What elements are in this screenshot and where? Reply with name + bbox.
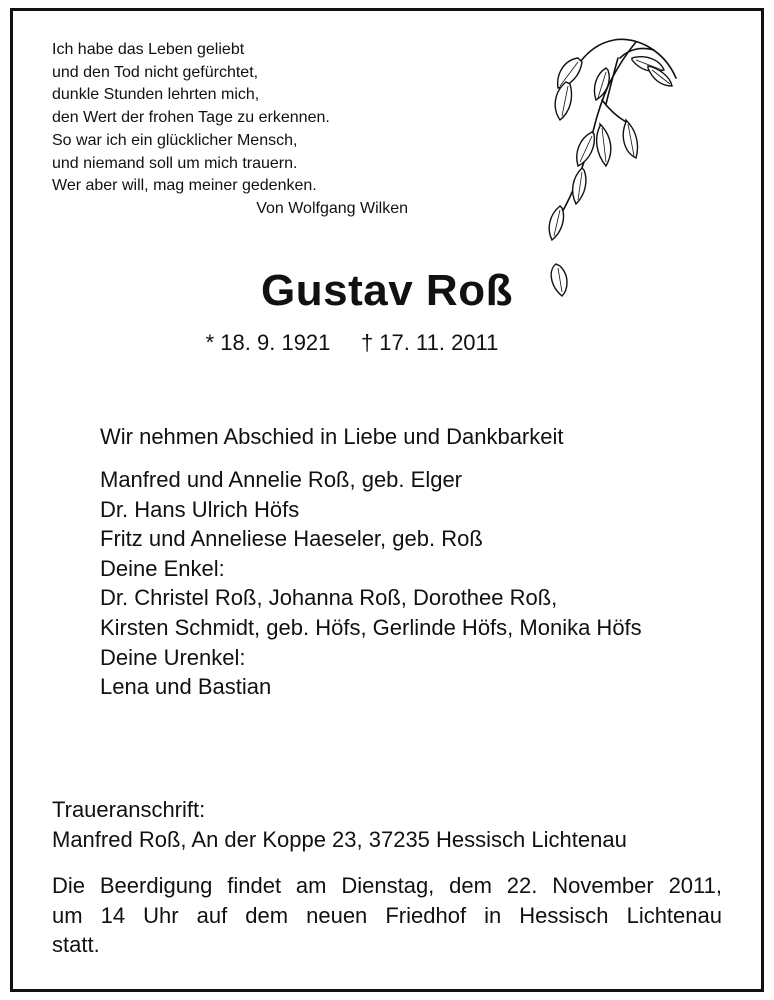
- farewell-text: Wir nehmen Abschied in Liebe und Dankbarkeit: [100, 424, 564, 449]
- deceased-name: Gustav Roß: [261, 266, 513, 315]
- mourner-line: Deine Urenkel:: [100, 644, 246, 670]
- life-dates: * 18. 9. 1921 † 17. 11. 2011: [205, 330, 499, 355]
- funeral-line: statt.: [52, 932, 100, 957]
- poem-line: Wer aber will, mag meiner gedenken.: [52, 177, 317, 195]
- mourner-line: Deine Enkel:: [100, 555, 225, 581]
- funeral-notice: [52, 871, 722, 960]
- mourner-line: Fritz und Anneliese Haeseler, geb. Roß: [100, 526, 483, 552]
- mourner-line: Lena und Bastian: [100, 674, 272, 700]
- mourner-line: Dr. Christel Roß, Johanna Roß, Dorothee Roß,: [100, 585, 558, 611]
- poem-line: Ich habe das Leben geliebt: [52, 41, 245, 58]
- funeral-line: um 14 Uhr auf dem neuen Friedhof in Hessisch Lichtenau: [52, 902, 722, 928]
- address-label: Traueranschrift:: [52, 797, 206, 822]
- mourners-list: [100, 465, 642, 702]
- address-value: Manfred Roß, An der Koppe 23, 37235 Hessisch Lichtenau: [52, 826, 627, 852]
- poem-line: den Wert der frohen Tage zu erkennen.: [52, 109, 330, 127]
- poem-line: und niemand soll um mich trauern.: [52, 154, 298, 172]
- poem-line: dunkle Stunden lehrten mich,: [52, 86, 260, 104]
- funeral-line: Die Beerdigung findet am Dienstag, dem 22. November 2011,: [52, 873, 722, 898]
- poem: [52, 39, 408, 221]
- poem-author: Von Wolfgang Wilken: [256, 199, 408, 217]
- poem-line: und den Tod nicht gefürchtet,: [52, 63, 259, 81]
- mourner-line: Dr. Hans Ulrich Höfs: [100, 496, 300, 522]
- mourning-address: [52, 795, 627, 854]
- mourner-line: Kirsten Schmidt, geb. Höfs, Gerlinde Höfs, Monika Höfs: [100, 614, 642, 640]
- poem-line: So war ich ein glücklicher Mensch,: [52, 131, 298, 149]
- mourner-line: Manfred und Annelie Roß, geb. Elger: [100, 467, 463, 492]
